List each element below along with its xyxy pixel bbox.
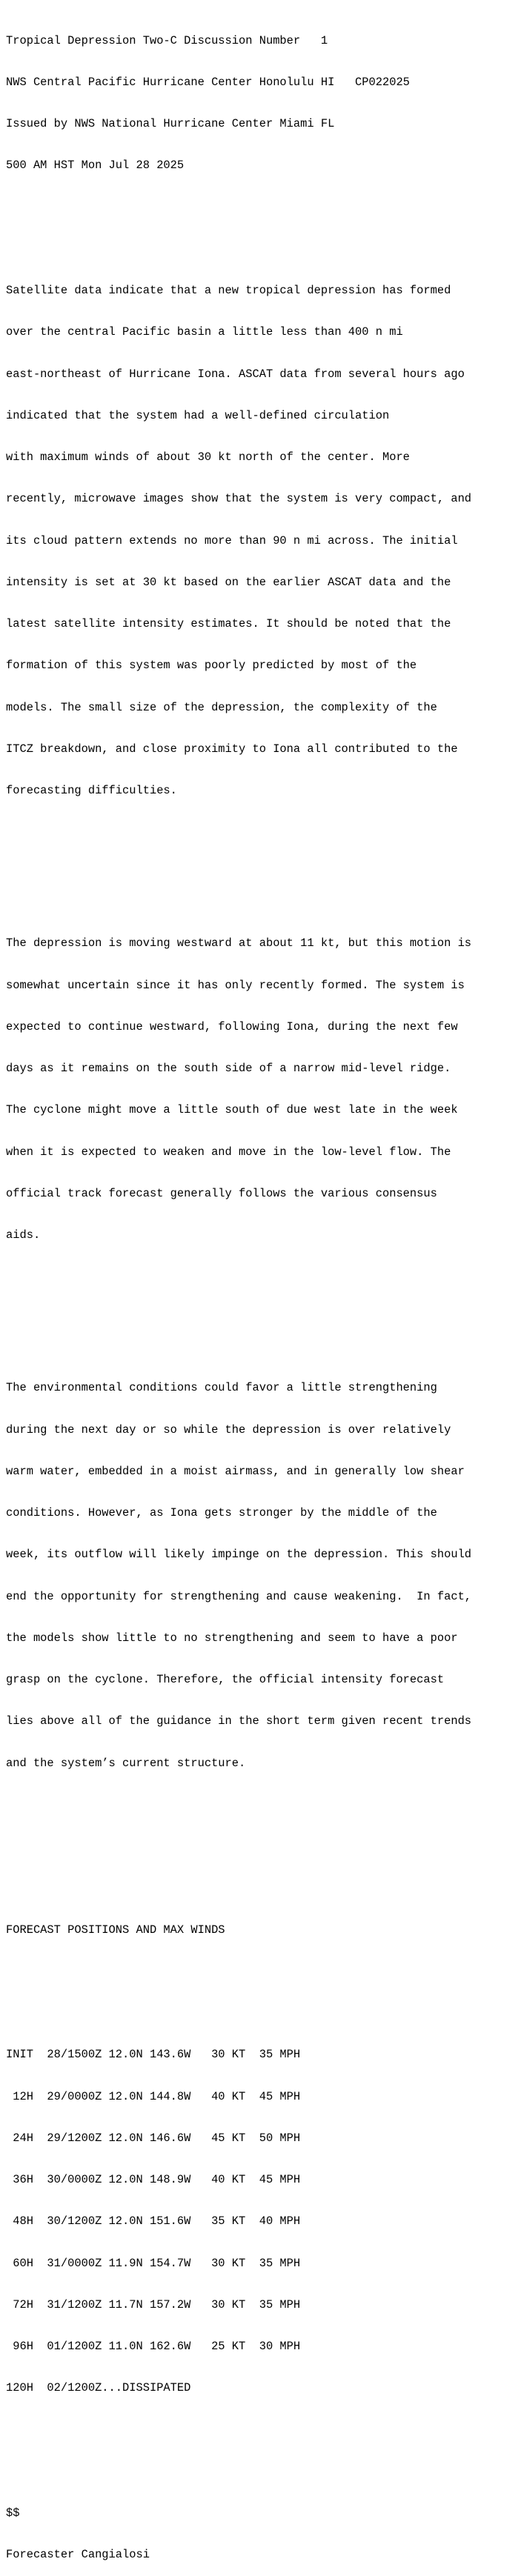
discussion-title: Tropical Depression Two-C Discussion Number 1 [6, 33, 328, 47]
text-line: The environmental conditions could favor a little strengthening [6, 1381, 437, 1395]
blank-line [6, 1965, 521, 1979]
text-line: with maximum winds of about 30 kt north of the center. More [6, 450, 410, 464]
text-line: formation of this system was poorly predicted by most of the [6, 659, 417, 673]
text-line: intensity is set at 30 kt based on the earlier ASCAT data and the [6, 575, 451, 589]
text-line: end the opportunity for strengthening and cause weakening. In fact, [6, 1589, 472, 1603]
text-line: its cloud pattern extends no more than 90 n mi across. The initial [6, 533, 458, 548]
forecast-table [6, 2020, 521, 2423]
forecast-row: 24H 29/1200Z 12.0N 146.6W 45 KT 50 MPH [6, 2131, 301, 2145]
text-line: forecasting difficulties. [6, 784, 177, 797]
text-line: lies above all of the guidance in the short term given recent trends [6, 1714, 472, 1728]
blank-line [6, 2451, 521, 2465]
discussion-text [6, 6, 521, 2576]
forecast-row: 36H 30/0000Z 12.0N 148.9W 40 KT 45 MPH [6, 2173, 301, 2186]
text-line: The depression is moving westward at about 11 kt, but this motion is [6, 936, 472, 951]
forecast-row: 72H 31/1200Z 11.7N 157.2W 30 KT 35 MPH [6, 2297, 301, 2312]
paragraph-satellite [6, 256, 521, 826]
text-line: grasp on the cyclone. Therefore, the official intensity forecast [6, 1673, 445, 1686]
paragraph-intensity [6, 1354, 521, 1798]
blank-line [6, 853, 521, 868]
text-line: latest satellite intensity estimates. It should be noted that the [6, 617, 451, 630]
forecast-heading: FORECAST POSITIONS AND MAX WINDS [6, 1923, 225, 1937]
blank-line [6, 1868, 521, 1882]
forecast-row: 96H 01/1200Z 11.0N 162.6W 25 KT 30 MPH [6, 2340, 301, 2353]
blank-line [6, 1298, 521, 1312]
text-line: during the next day or so while the depression is over relatively [6, 1422, 451, 1437]
text-line: indicated that the system had a well-defined circulation [6, 408, 390, 422]
text-line: Satellite data indicate that a new tropical depression has formed [6, 284, 451, 297]
text-line: days as it remains on the south side of a narrow mid-level ridge. [6, 1062, 451, 1075]
text-line: expected to continue westward, following Iona, during the next few [6, 1019, 458, 1034]
text-line: warm water, embedded in a moist airmass, and in generally low shear [6, 1464, 465, 1478]
forecast-row: 60H 31/0000Z 11.9N 154.7W 30 KT 35 MPH [6, 2256, 301, 2270]
forecast-row: 48H 30/1200Z 12.0N 151.6W 35 KT 40 MPH [6, 2214, 301, 2229]
blank-line [6, 201, 521, 215]
paragraph-motion [6, 909, 521, 1271]
issuing-office: NWS Central Pacific Hurricane Center Honolulu HI CP022025 [6, 75, 410, 89]
text-line: somewhat uncertain since it has only recently formed. The system is [6, 978, 465, 992]
text-line: ITCZ breakdown, and close proximity to Iona all contributed to the [6, 742, 458, 756]
text-line: east-northeast of Hurricane Iona. ASCAT data from several hours ago [6, 367, 465, 381]
end-marker: $$ [6, 2506, 20, 2520]
forecast-row: 12H 29/0000Z 12.0N 144.8W 40 KT 45 MPH [6, 2089, 301, 2103]
text-line: when it is expected to weaken and move in the low-level flow. The [6, 1145, 451, 1159]
forecast-row: 120H 02/1200Z...DISSIPATED [6, 2381, 191, 2395]
text-line: week, its outflow will likely impinge on the depression. This should [6, 1548, 472, 1562]
issued-by: Issued by NWS National Hurricane Center Miami FL [6, 117, 335, 130]
text-line: aids. [6, 1228, 41, 1242]
text-line: models. The small size of the depression, the complexity of the [6, 700, 437, 714]
forecast-row: INIT 28/1500Z 12.0N 143.6W 30 KT 35 MPH [6, 2048, 301, 2062]
text-line: and the system’s current structure. [6, 1756, 246, 1770]
text-line: over the central Pacific basin a little less than 400 n mi [6, 325, 403, 339]
text-line: official track forecast generally follows the various consensus [6, 1186, 437, 1200]
issue-time: 500 AM HST Mon Jul 28 2025 [6, 159, 185, 173]
text-line: The cyclone might move a little south of due west late in the week [6, 1103, 458, 1117]
forecaster-signature: Forecaster Cangialosi [6, 2548, 150, 2562]
text-line: the models show little to no strengthening and seem to have a poor [6, 1631, 458, 1645]
blank-line [6, 1826, 521, 1840]
text-line: conditions. However, as Iona gets stronger by the middle of the [6, 1506, 437, 1520]
text-line: recently, microwave images show that the system is very compact, and [6, 492, 472, 506]
